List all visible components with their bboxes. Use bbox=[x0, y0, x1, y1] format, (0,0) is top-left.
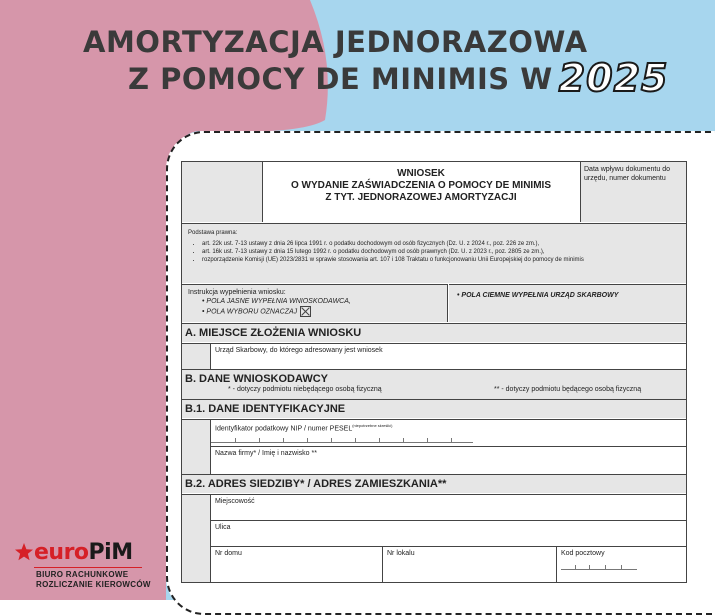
logo-name-red: euro bbox=[34, 540, 89, 565]
section-a-heading: A. MIEJSCE ZŁOŻENIA WNIOSKU bbox=[182, 323, 686, 342]
note-single: * - dotyczy podmiotu niebędącego osobą fizyczną bbox=[228, 386, 382, 393]
instruction-select: POLA WYBORU OZNACZAJ bbox=[206, 308, 298, 316]
instructions: Instrukcja wypełnienia wniosku: • POLA JASNE WYPEŁNIA WNIOSKODAWCA, • POLA WYBORU OZNACZAJ bbox=[182, 284, 448, 322]
postal-code-field[interactable] bbox=[556, 546, 686, 582]
form-title-line-1: WNIOSEK bbox=[397, 168, 445, 179]
instruction-dark-text: POLA CIEMNE WYPEŁNIA URZĄD SKARBOWY bbox=[461, 292, 619, 299]
note-double: ** - dotyczy podmiotu będącego osobą fizyczną bbox=[494, 386, 642, 393]
tax-office-field[interactable] bbox=[210, 343, 686, 369]
year-badge: 2025 bbox=[558, 56, 669, 100]
flat-number-field[interactable] bbox=[382, 546, 556, 582]
nip-label: Identyfikator podatkowy NIP / numer PESEL bbox=[215, 425, 353, 433]
legal-basis-label: Podstawa prawna: bbox=[188, 230, 238, 236]
form-title-line-2: O WYDANIE ZAŚWIADCZENIA O POMOCY DE MINIMIS bbox=[290, 180, 551, 191]
house-number-label: Nr domu bbox=[215, 550, 242, 557]
logo-star-icon bbox=[14, 542, 34, 562]
logo-name-dark: PiM bbox=[88, 540, 133, 565]
logo-line-1: BIURO RACHUNKOWE bbox=[36, 570, 129, 579]
application-form bbox=[181, 161, 687, 583]
postal-code-label: Kod pocztowy bbox=[561, 550, 605, 557]
street-field[interactable] bbox=[210, 520, 686, 546]
section-b-heading: B. DANE WNIOSKODAWCY bbox=[185, 373, 328, 385]
form-title-line-3: Z TYT. JEDNORAZOWEJ AMORTYZACJI bbox=[325, 192, 517, 203]
nip-field[interactable] bbox=[210, 419, 686, 446]
logo-wordmark bbox=[14, 540, 151, 565]
section-a-margin bbox=[182, 343, 210, 370]
name-field[interactable] bbox=[210, 446, 686, 474]
instructions-label: Instrukcja wypełnienia wniosku: bbox=[188, 289, 286, 296]
title-line-1: AMORTYZACJA JEDNORAZOWA bbox=[83, 25, 588, 59]
legal-basis-item: • rozporządzenie Komisji (UE) 2023/2831 w sprawie stosowania art. 107 i 108 Traktatu o funkcjonowaniu Unii Europejskiej do pomocy de minimis bbox=[202, 256, 680, 264]
logo-divider bbox=[34, 567, 142, 568]
form-title bbox=[263, 162, 579, 222]
city-label: Miejscowość bbox=[215, 498, 255, 505]
legal-basis bbox=[182, 223, 686, 283]
europim-logo bbox=[14, 540, 151, 590]
section-b1-margin bbox=[182, 419, 210, 475]
title-line-2-text: Z POMOCY DE MINIMIS W bbox=[128, 62, 553, 96]
postal-ticks bbox=[561, 563, 637, 570]
house-number-field[interactable] bbox=[210, 546, 382, 582]
city-field[interactable] bbox=[210, 494, 686, 520]
nip-sup: (niepotrzebne skreślić) bbox=[352, 423, 393, 428]
form-header-left bbox=[182, 162, 263, 222]
title-line-2 bbox=[128, 56, 669, 100]
nip-ticks bbox=[211, 436, 473, 443]
flat-number-label: Nr lokalu bbox=[387, 550, 415, 557]
instruction-dark: • POLA CIEMNE WYPEŁNIA URZĄD SKARBOWY bbox=[449, 284, 686, 322]
tax-office-label: Urząd Skarbowy, do którego adresowany jest wniosek bbox=[215, 347, 383, 354]
office-note: Data wpływu dokumentu do urzędu, numer dokumentu bbox=[580, 162, 686, 222]
section-b1-heading: B.1. DANE IDENTYFIKACYJNE bbox=[182, 399, 686, 418]
instruction-light: POLA JASNE WYPEŁNIA WNIOSKODAWCA, bbox=[206, 298, 351, 305]
legal-basis-item: • art. 16k ust. 7-13 ustawy z dnia 15 lutego 1992 r. o podatku dochodowym od osób prawnych (Dz. U. z 2023 r., poz. 2805 ze zm.), bbox=[202, 248, 680, 256]
section-b2-heading: B.2. ADRES SIEDZIBY* / ADRES ZAMIESZKANIA** bbox=[182, 474, 686, 493]
name-label: Nazwa firmy* / Imię i nazwisko ** bbox=[215, 450, 317, 457]
legal-basis-item: • art. 22k ust. 7-13 ustawy z dnia 26 lipca 1991 r. o podatku dochodowym od osób fizycznych (Dz. U. z 2024 r., poz. 226 ze zm.), bbox=[202, 240, 680, 248]
street-label: Ulica bbox=[215, 524, 231, 531]
logo-line-2: ROZLICZANIE KIEROWCÓW bbox=[36, 580, 151, 589]
checkbox-example-icon bbox=[300, 306, 311, 317]
section-b2-margin bbox=[182, 494, 210, 583]
